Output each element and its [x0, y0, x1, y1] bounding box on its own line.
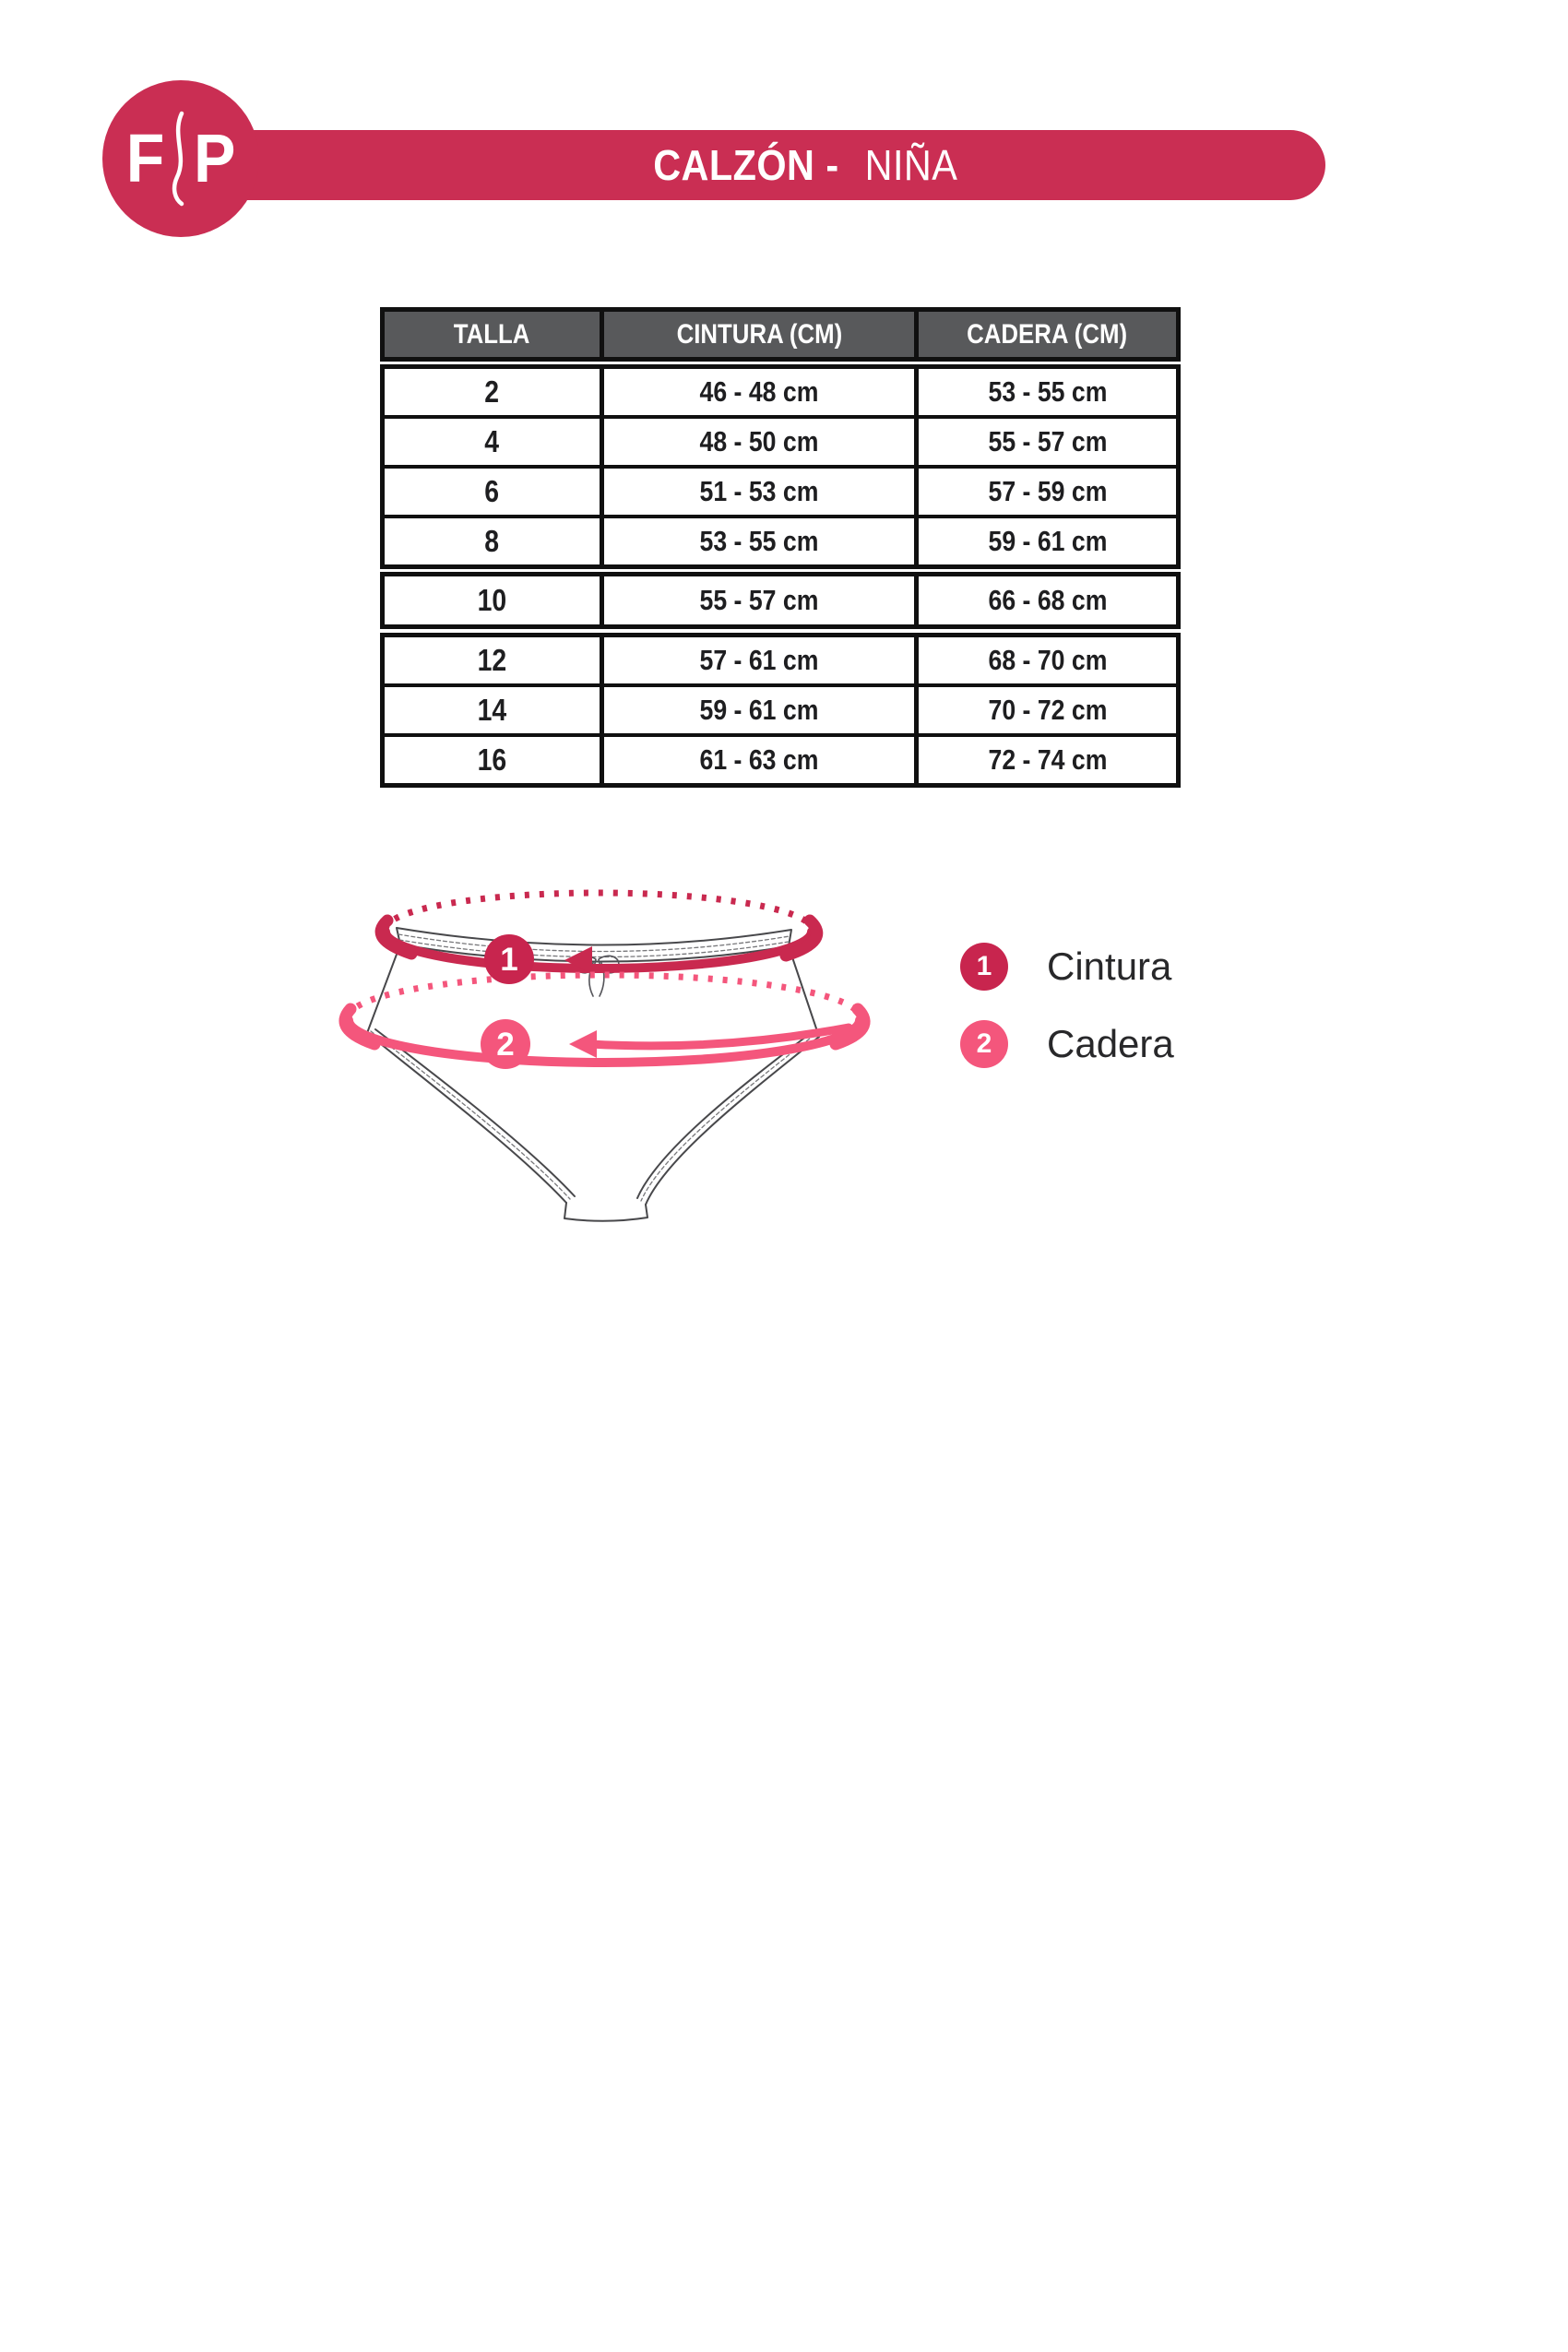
- table-cell-cadera: 68 - 70 cm: [914, 637, 1176, 683]
- waist-badge-number: 1: [500, 942, 518, 978]
- legend-badge-2: 2: [960, 1020, 1008, 1068]
- column-header-cadera: CADERA (CM): [914, 312, 1176, 357]
- legend-label-cadera: Cadera: [1047, 1022, 1174, 1065]
- legend-label-cintura: Cintura: [1047, 944, 1172, 988]
- table-cell-cadera: 59 - 61 cm: [914, 515, 1176, 564]
- table-cell-talla: 10: [385, 576, 600, 624]
- page-title: [228, 130, 1378, 200]
- table-cell-cadera: 70 - 72 cm: [914, 683, 1176, 733]
- hip-measure-arc: [345, 975, 864, 1063]
- column-header-talla: TALLA: [385, 312, 600, 357]
- column-header-cintura: CINTURA (CM): [600, 312, 914, 357]
- table-cell-cadera: 66 - 68 cm: [914, 576, 1176, 624]
- table-cell-cadera: 55 - 57 cm: [914, 415, 1176, 465]
- size-table-rows-12-16: [380, 633, 1181, 788]
- table-cell-cintura: 51 - 53 cm: [600, 465, 914, 515]
- table-cell-cadera: 53 - 55 cm: [914, 369, 1176, 415]
- table-cell-cintura: 46 - 48 cm: [600, 369, 914, 415]
- size-table-rows-2-8: [380, 364, 1181, 569]
- table-cell-cintura: 59 - 61 cm: [600, 683, 914, 733]
- table-cell-talla: 16: [385, 733, 600, 783]
- size-table-header: [380, 307, 1181, 362]
- page-title-audience: NIÑA: [865, 141, 958, 189]
- table-cell-talla: 4: [385, 415, 600, 465]
- table-cell-cintura: 55 - 57 cm: [600, 576, 914, 624]
- legend-badge-1: 1: [960, 943, 1008, 991]
- table-cell-cintura: 57 - 61 cm: [600, 637, 914, 683]
- waist-dotted-arc: [386, 893, 812, 930]
- hip-arrowhead: [569, 1030, 597, 1058]
- logo-letter-f: F: [125, 120, 165, 196]
- table-cell-cintura: 48 - 50 cm: [600, 415, 914, 465]
- table-cell-cadera: 57 - 59 cm: [914, 465, 1176, 515]
- table-cell-cadera: 72 - 74 cm: [914, 733, 1176, 783]
- table-cell-cintura: 53 - 55 cm: [600, 515, 914, 564]
- diagram-badges: [481, 934, 534, 1069]
- table-cell-talla: 6: [385, 465, 600, 515]
- table-cell-talla: 12: [385, 637, 600, 683]
- legend-item-cintura: [960, 943, 1171, 991]
- legend-item-cadera: [960, 1020, 1174, 1068]
- brand-logo: [102, 80, 259, 237]
- logo-curve-icon: [170, 111, 188, 207]
- brand-logo-letters: [125, 111, 238, 207]
- table-cell-cintura: 61 - 63 cm: [600, 733, 914, 783]
- logo-letter-p: P: [193, 120, 236, 196]
- size-table-row-10: [380, 572, 1181, 629]
- underwear-diagram: [332, 849, 885, 1236]
- page-title-product: CALZÓN -: [652, 141, 839, 189]
- table-cell-talla: 8: [385, 515, 600, 564]
- table-cell-talla: 2: [385, 369, 600, 415]
- hip-badge-number: 2: [496, 1027, 515, 1063]
- table-cell-talla: 14: [385, 683, 600, 733]
